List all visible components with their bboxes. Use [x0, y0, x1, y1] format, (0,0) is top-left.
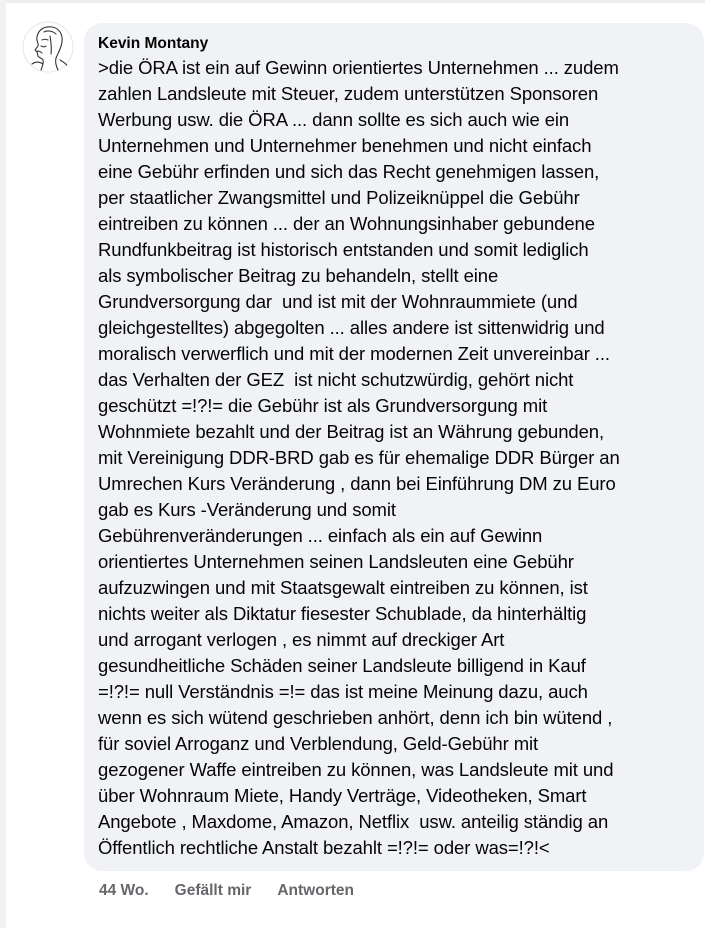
reply-button[interactable]: Antworten [277, 882, 354, 899]
comment-text-line: eine Gebühr erfinden und sich das Recht genehmigen lassen, [98, 161, 600, 182]
comment-text-line: mit Vereinigung DDR-BRD gab es für ehemalige DDR Bürger an [98, 447, 620, 468]
profile-sketch-icon [22, 20, 74, 74]
comment-text-line: Angebote , Maxdome, Amazon, Netflix usw. anteilig ständig an [98, 811, 609, 832]
comment-text-line: Umrechen Kurs Veränderung , dann bei Einführung DM zu Euro [98, 473, 616, 494]
comment-text-line: nichts weiter als Diktatur fiesester Schublade, da hinterhältig [98, 603, 587, 624]
comment-text-line: >die ÖRA ist ein auf Gewinn orientiertes Unternehmen ... zudem [98, 57, 619, 78]
comment-text-line: und arrogant verlogen , es nimmt auf dreckiger Art [98, 629, 505, 650]
comment-text [98, 55, 696, 861]
comment-text-line: das Verhalten der GEZ ist nicht schutzwürdig, gehört nicht [98, 369, 574, 390]
comment-text-line: für soviel Arroganz und Verblendung, Geld-Gebühr mit [98, 733, 539, 754]
comment-text-line: gleichgestelltes) abgegolten ... alles andere ist sittenwidrig und [98, 317, 605, 338]
comment-text-line: gezogener Waffe eintreiben zu können, was Landsleute mit und [98, 759, 614, 780]
comment-text-line: Werbung usw. die ÖRA ... dann sollte es sich auch wie ein [98, 109, 570, 130]
comment-text-line: Rundfunkbeitrag ist historisch entstanden und somit lediglich [98, 239, 589, 260]
comment-actions [99, 881, 354, 901]
comment-text-line: Gebührenveränderungen ... einfach als ein auf Gewinn [98, 525, 543, 546]
comment-text-line: wenn es sich wütend geschrieben anhört, denn ich bin wütend , [98, 707, 613, 728]
comment-text-line: aufzuzwingen und mit Staatsgewalt eintreiben zu können, ist [98, 577, 588, 598]
left-divider [0, 0, 6, 928]
comment-text-line: per staatlicher Zwangsmittel und Polizeiknüppel die Gebühr [98, 187, 580, 208]
comment-text-line: moralisch verwerflich und mit der modernen Zeit unvereinbar ... [98, 343, 610, 364]
like-button[interactable]: Gefällt mir [174, 882, 252, 899]
comment-text-line: eintreiben zu können ... der an Wohnungsinhaber gebundene [98, 213, 595, 234]
comment-author[interactable]: Kevin Montany [98, 35, 209, 52]
comment-text-line: Unternehmen und Unternehmer benehmen und nicht einfach [98, 135, 592, 156]
comment-text-line: Grundversorgung dar und ist mit der Wohnraummiete (und [98, 291, 578, 312]
comment-text-line: Öffentlich rechtliche Anstalt bezahlt =!?!= oder was=!?!< [98, 837, 550, 858]
comment-text-line: geschützt =!?!= die Gebühr ist als Grundversorgung mit [98, 395, 548, 416]
comment-text-line: als symbolischer Beitrag zu behandeln, stellt eine [98, 265, 499, 286]
comment-text-line: =!?!= null Verständnis =!= das ist meine Meinung dazu, auch [98, 681, 588, 702]
comment-text-line: Wohnmiete bezahlt und der Beitrag ist an Währung gebunden, [98, 421, 605, 442]
comment-text-line: orientiertes Unternehmen seinen Landsleuten eine Gebühr [98, 551, 574, 572]
comment-text-line: über Wohnraum Miete, Handy Verträge, Videotheken, Smart [98, 785, 587, 806]
comment-timestamp[interactable]: 44 Wo. [99, 882, 149, 899]
comment-text-line: gab es Kurs -Veränderung und somit [98, 499, 396, 520]
comment-bubble [84, 23, 704, 871]
comment-text-line: zahlen Landsleute mit Steuer, zudem unterstützen Sponsoren [98, 83, 599, 104]
avatar[interactable] [22, 20, 74, 74]
top-divider [0, 0, 705, 3]
comment-text-line: gesundheitliche Schäden seiner Landsleute billigend in Kauf [98, 655, 586, 676]
